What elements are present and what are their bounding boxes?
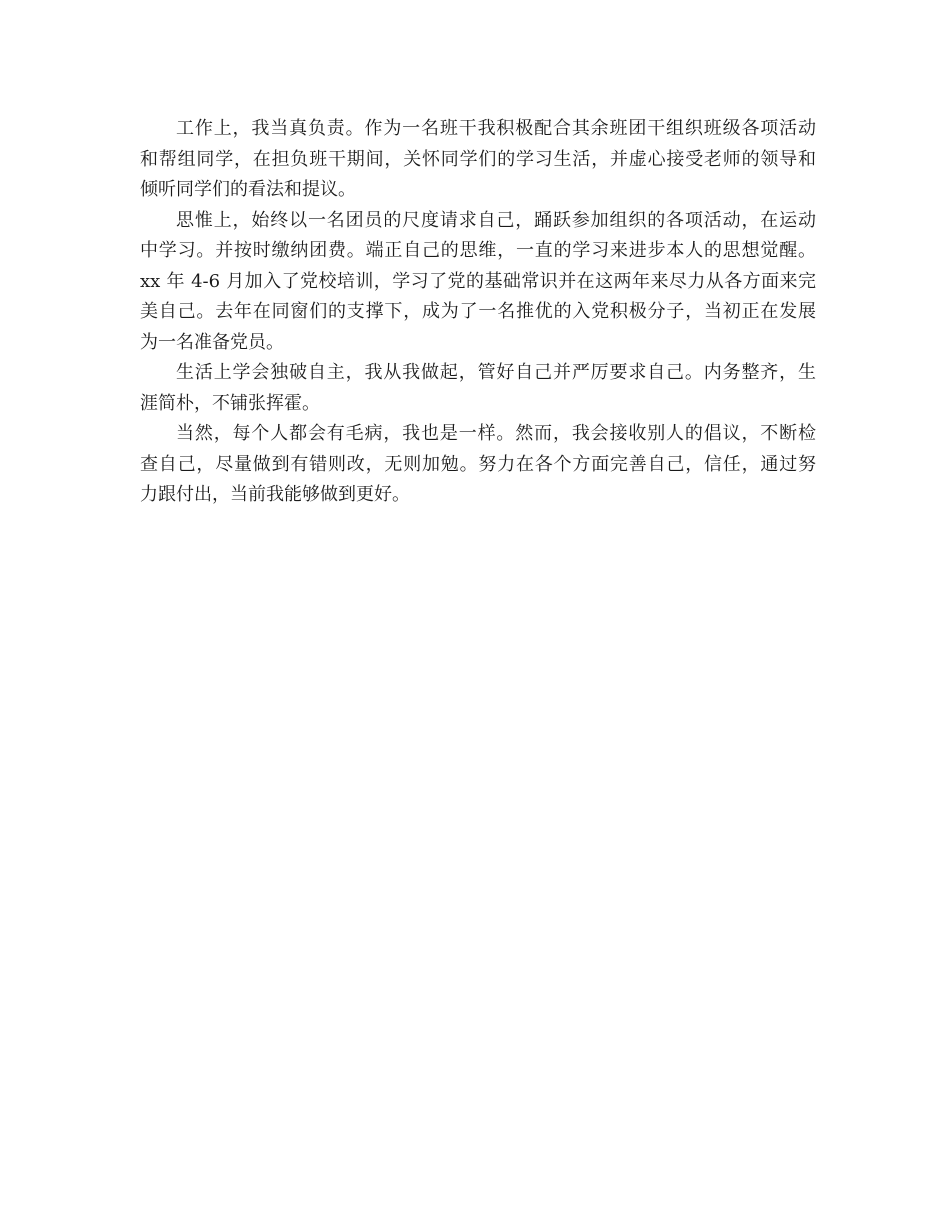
paragraph-thought [140,206,816,359]
text-line: xx 年 4-6 月加入了党校培训，学习了党的基础常识并在这两年来尽力从各方面来完 [140,270,816,292]
text-line: 思惟上，始终以一名团员的尺度请求自己，踊跃参加组织的各项活动，在运动 [176,209,816,231]
text-line: 工作上，我当真负责。作为一名班干我积极配合其余班团干组织班级各项活动 [176,118,816,139]
text-line: 当然，每个人都会有毛病，我也是一样。然而，我会接收别人的倡议，不断检 [176,423,816,444]
text-line: 查自己，尽量做到有错则改，无则加勉。努力在各个方面完善自己，信任，通过努 [140,453,816,475]
text-line: 涯简朴，不铺张挥霍。 [140,392,320,414]
text-line: 为一名准备党员。 [140,331,284,353]
text-line: 力跟付出，当前我能够做到更好。 [140,484,410,505]
paragraph-life [140,358,816,419]
text-line: 和帮组同学，在担负班干期间，关怀同学们的学习生活，并虚心接受老师的领导和 [140,148,816,170]
text-line: 生活上学会独破自主，我从我做起，管好自己并严厉要求自己。内务整齐，生 [176,362,816,383]
document-body [140,114,816,511]
text-line: 倾听同学们的看法和提议。 [140,179,356,200]
text-line: 中学习。并按时缴纳团费。端正自己的思维，一直的学习来进步本人的思想觉醒。 [140,240,816,261]
paragraph-shortcomings [140,419,816,511]
paragraph-work [140,114,816,206]
text-line: 美自己。去年在同窗们的支撑下，成为了一名推优的入党积极分子，当初正在发展 [140,301,816,322]
